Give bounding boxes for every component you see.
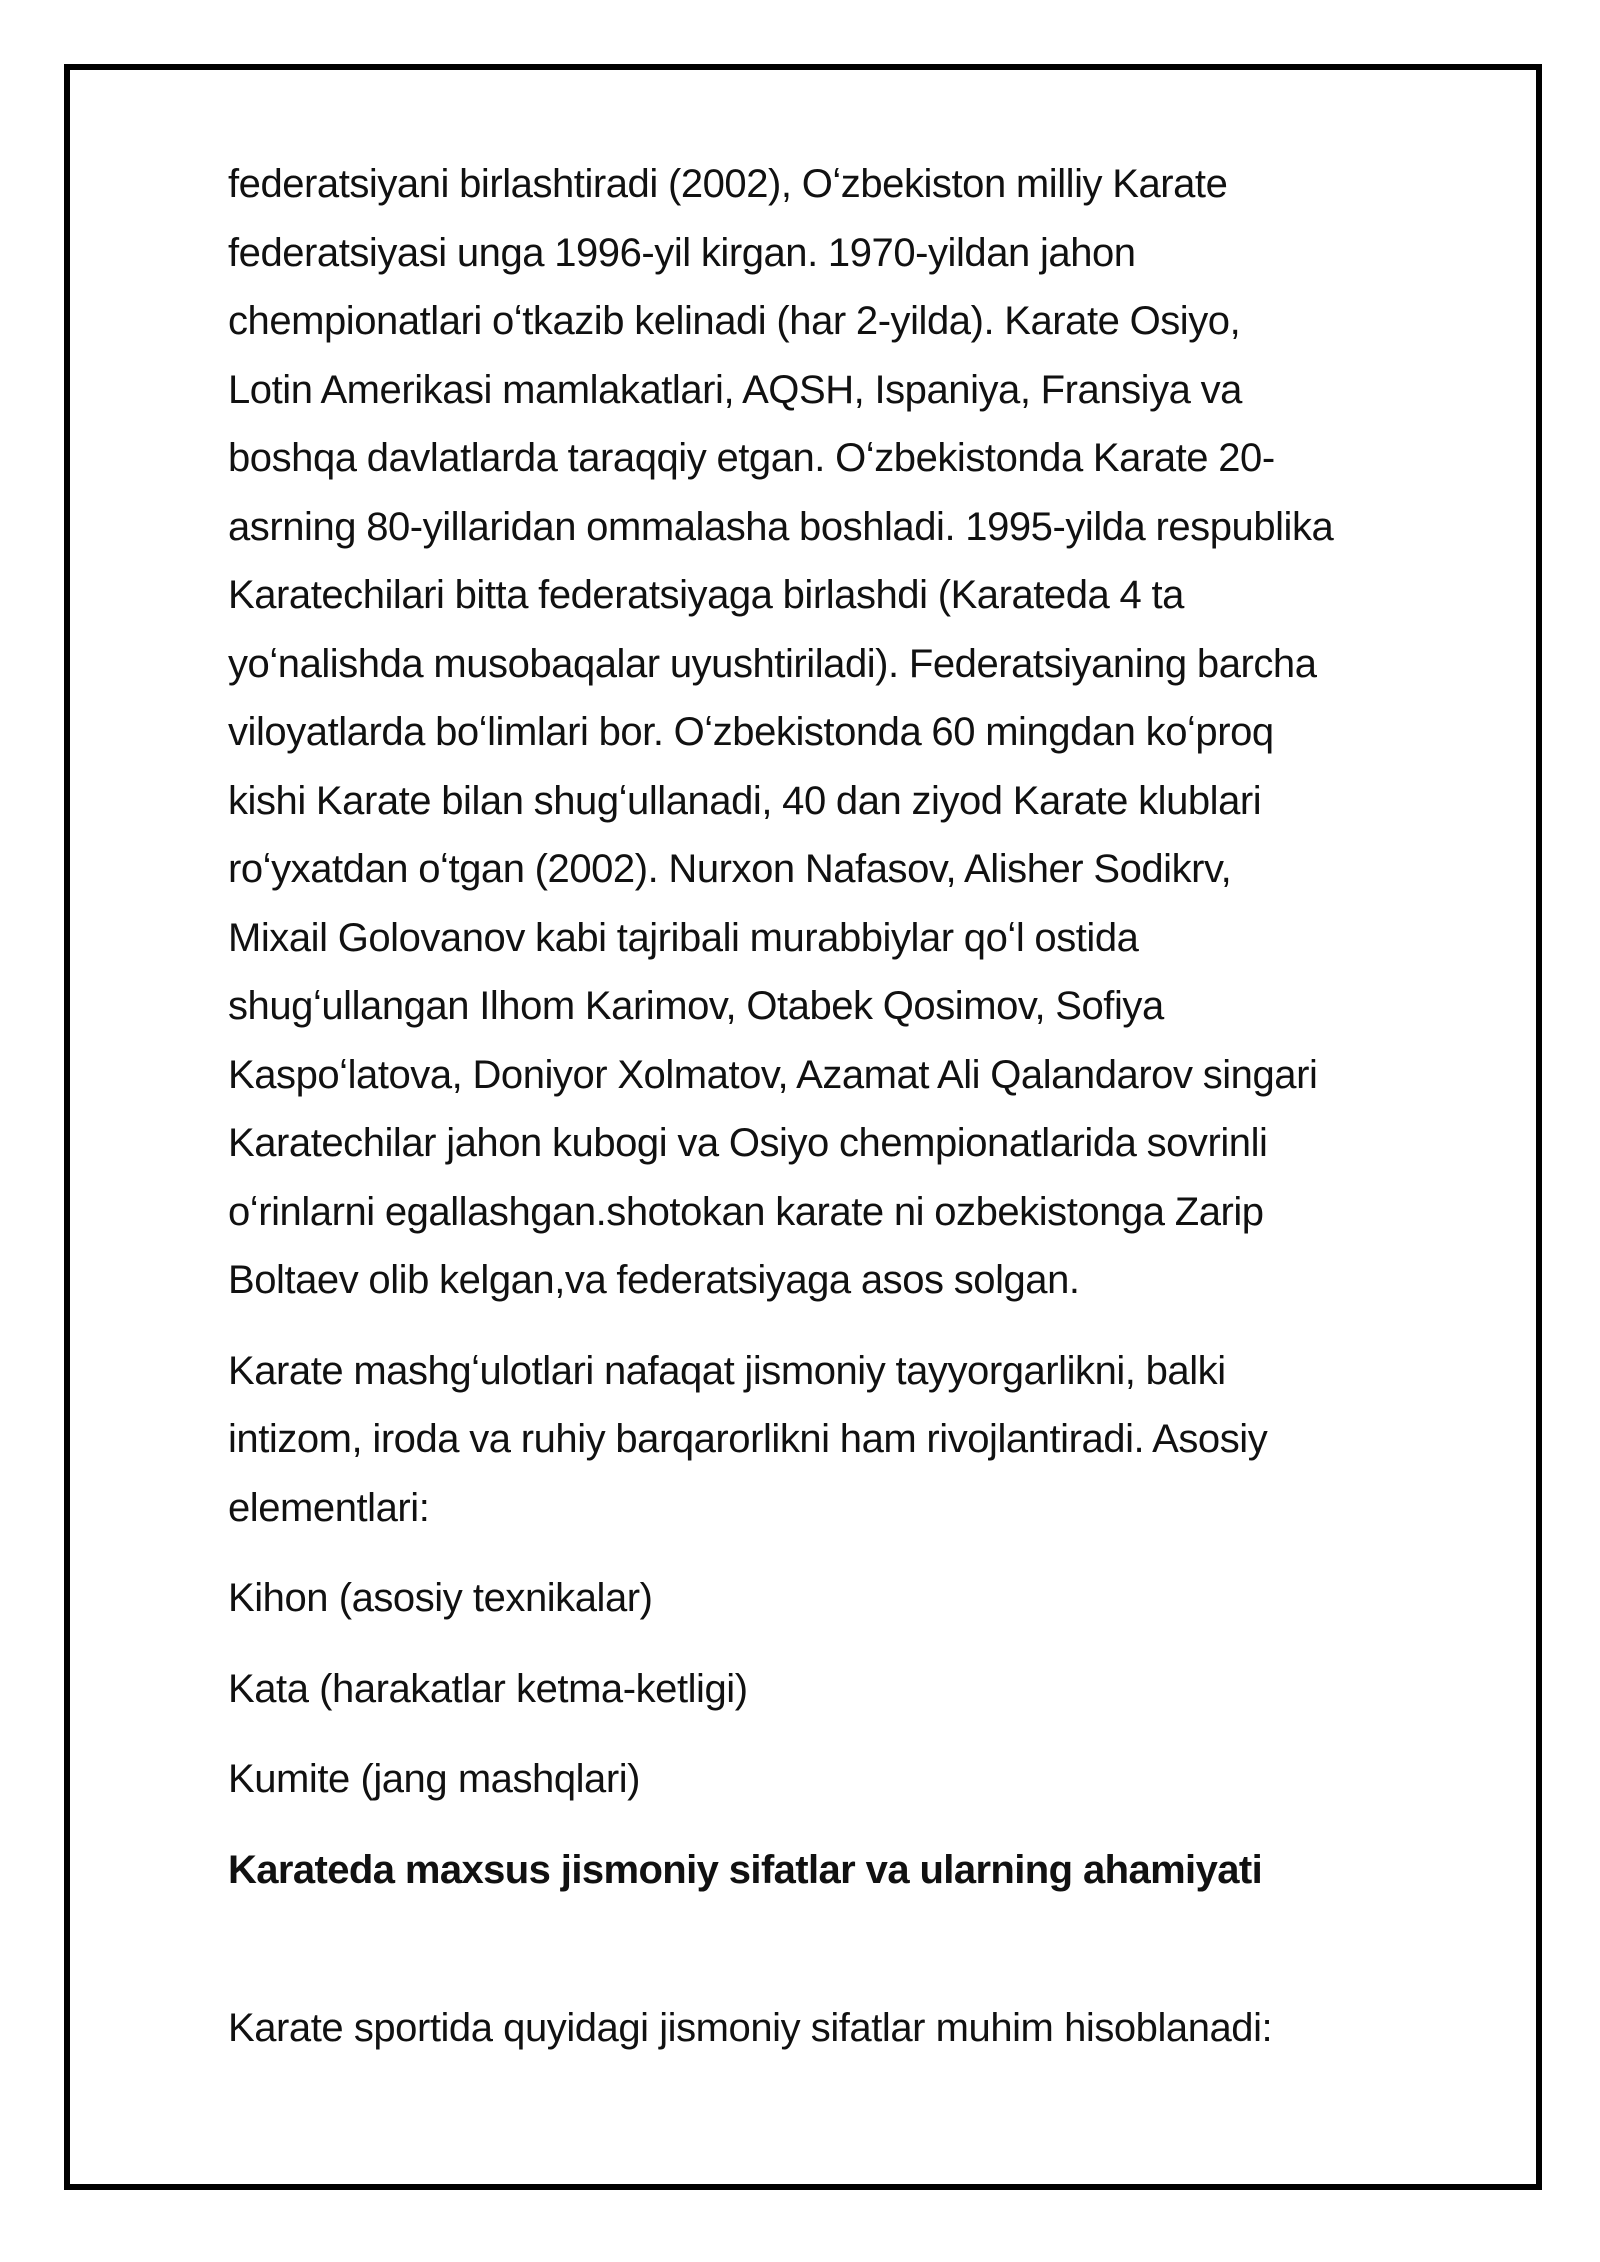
text-line: boshqa davlatlarda taraqqiy etgan. Oʻzbekistonda Karate 20-	[228, 436, 1275, 480]
text-line: Mixail Golovanov kabi tajribali murabbiylar qoʻl ostida	[228, 915, 1139, 960]
text-line: asrning 80-yillaridan ommalasha boshladi. 1995-yilda respublika	[228, 504, 1334, 549]
paragraph-physical-qualities-intro: Karate sportida quyidagi jismoniy sifatlar muhim hisoblanadi:	[228, 2006, 1273, 2050]
blank-line	[228, 1904, 1518, 1994]
list-item-kata: Kata (harakatlar ketma-ketligi)	[228, 1666, 748, 1711]
text-line: oʻrinlarni egallashgan.shotokan karate ni ozbekistonga Zarip	[228, 1189, 1264, 1234]
list-item-kihon: Kihon (asosiy texnikalar)	[228, 1576, 653, 1620]
text-line: Kaspoʻlatova, Doniyor Xolmatov, Azamat Ali Qalandarov singari	[228, 1052, 1318, 1097]
text-line: roʻyxatdan oʻtgan (2002). Nurxon Nafasov, Alisher Sodikrv,	[228, 847, 1232, 891]
text-line: viloyatlarda boʻlimlari bor. Oʻzbekistonda 60 mingdan koʻproq	[228, 710, 1274, 754]
text-line: Karatechilar jahon kubogi va Osiyo chempionatlarida sovrinli	[228, 1121, 1268, 1165]
paragraph-federation-history	[228, 150, 1518, 1315]
text-line: kishi Karate bilan shugʻullanadi, 40 dan ziyod Karate klublari	[228, 778, 1262, 823]
text-line: Boltaev olib kelgan,va federatsiyaga asos solgan.	[228, 1258, 1080, 1302]
text-line: shugʻullangan Ilhom Karimov, Otabek Qosimov, Sofiya	[228, 984, 1164, 1028]
text-line: chempionatlari oʻtkazib kelinadi (har 2-yilda). Karate Osiyo,	[228, 299, 1241, 343]
paragraph-training-benefits	[228, 1337, 1518, 1543]
text-line: elementlari:	[228, 1485, 430, 1530]
text-line: Lotin Amerikasi mamlakatlari, AQSH, Ispaniya, Fransiya va	[228, 367, 1242, 412]
document-body	[228, 150, 1518, 2063]
text-line: intizom, iroda va ruhiy barqarorlikni ham rivojlantiradi. Asosiy	[228, 1417, 1268, 1461]
text-line: federatsiyani birlashtiradi (2002), Oʻzbekiston milliy Karate	[228, 162, 1228, 206]
text-line: federatsiyasi unga 1996-yil kirgan. 1970-yildan jahon	[228, 230, 1136, 275]
section-heading: Karateda maxsus jismoniy sifatlar va ularning ahamiyati	[228, 1847, 1263, 1892]
text-line: Karate mashgʻulotlari nafaqat jismoniy tayyorgarlikni, balki	[228, 1348, 1226, 1393]
list-item-kumite: Kumite (jang mashqlari)	[228, 1757, 641, 1801]
text-line: Karatechilari bitta federatsiyaga birlashdi (Karateda 4 ta	[228, 573, 1184, 617]
text-line: yoʻnalishda musobaqalar uyushtiriladi). Federatsiyaning barcha	[228, 641, 1317, 686]
